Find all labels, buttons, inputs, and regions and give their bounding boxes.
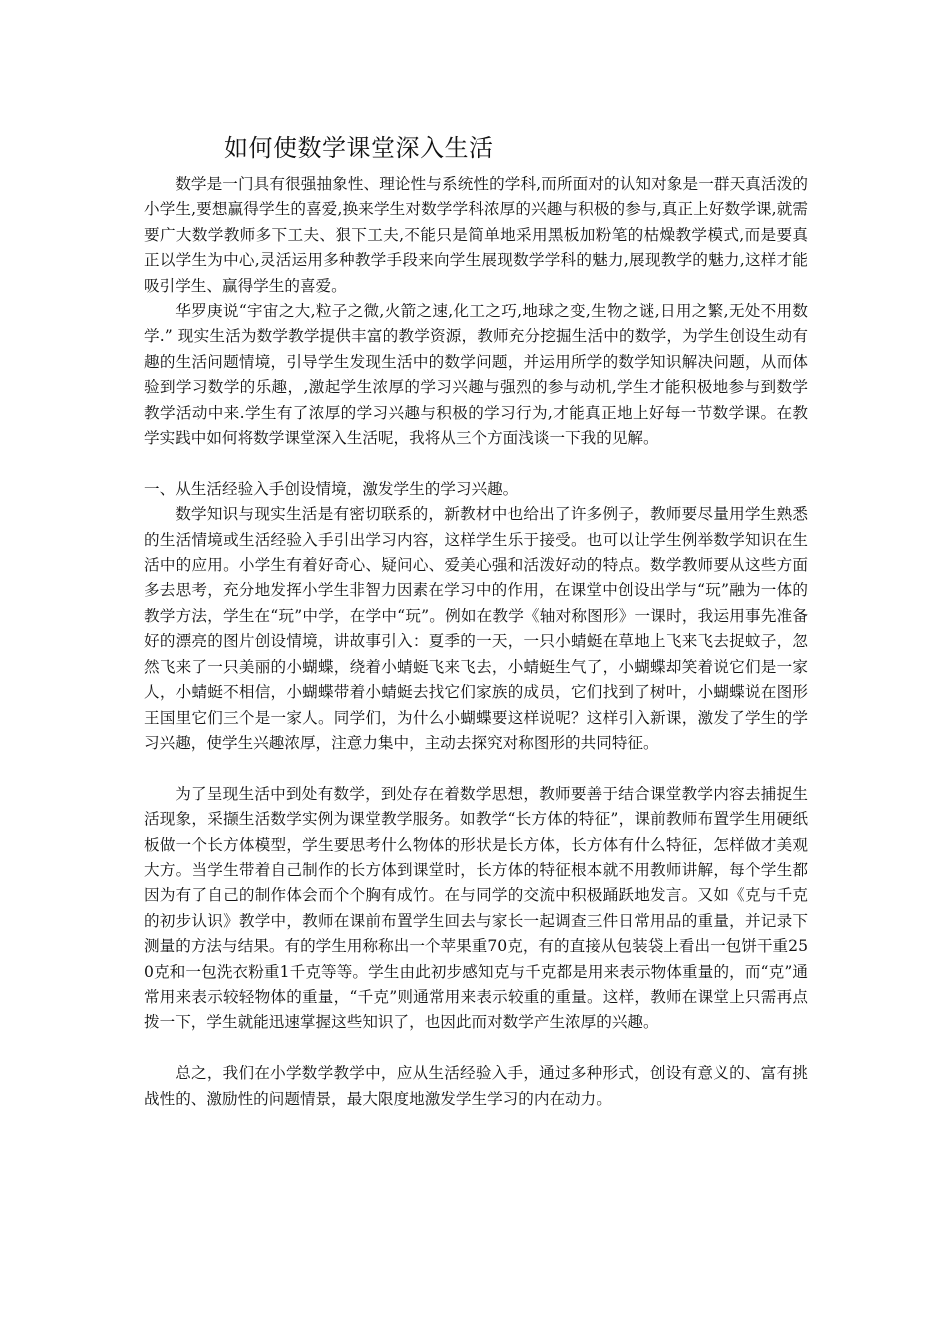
paragraph-spacer bbox=[144, 1036, 808, 1061]
section-heading: 一、从生活经验入手创设情境，激发学生的学习兴趣。 bbox=[144, 479, 519, 498]
document-title: 如何使数学课堂深入生活 bbox=[224, 134, 494, 162]
intro-paragraph-1: 数学是一门具有很强抽象性、理论性与系统性的学科,而所面对的认知对象是一群天真活泼的小学生,要想赢得学生的喜爱,换来学生对数学学科浓厚的兴趣与积极的参与,真正上好数学课,就需要广大数学教师多下工夫、狠下工夫,不能只是简单地采用黑板加粉笔的枯燥教学模式,而是要真正以学生为中心,灵活运用多种教学手段来向学生展现数学学科的魅力,展现教学的魅力,这样才能吸引学生、赢得学生的喜爱。 bbox=[144, 175, 808, 295]
section-paragraph: 数学知识与现实生活是有密切联系的，新教材中也给出了许多例子，教师要尽量用学生熟悉的生活情境或生活经验入手引出学习内容，这样学生乐于接受。也可以让学生例举数学知识在生活中的应用。小学生有着好奇心、疑问心、爱美心强和活泼好动的特点。数学教师要从这些方面多去思考，充分地发挥小学生非智力因素在学习中的作用，在课堂中创设出学与“玩”融为一体的教学方法，学生在“玩”中学，在学中“玩”。例如在教学《轴对称图形》一课时，我运用事先准备好的漂亮的图片创设情境，讲故事引入：夏季的一天，一只小蜻蜓在草地上飞来飞去捉蚊子，忽然飞来了一只美丽的小蝴蝶，绕着小蜻蜓飞来飞去，小蜻蜓生气了，小蝴蝶却笑着说它们是一家人，小蜻蜓不相信，小蝴蝶带着小蜻蜓去找它们家族的成员，它们找到了树叶，小蝴蝶说在图形王国里它们三个是一家人。同学们，为什么小蝴蝶要这样说呢？这样引入新课，激发了学生的学习兴趣，使学生兴趣浓厚，注意力集中，主动去探究对称图形的共同特征。 bbox=[144, 505, 808, 752]
paragraph-spacer bbox=[144, 451, 808, 476]
body-paragraph-3: 为了呈现生活中到处有数学，到处存在着数学思想，教师要善于结合课堂教学内容去捕捉生活现象，采撷生活数学实例为课堂教学服务。如教学“长方体的特征”，课前教师布置学生用硬纸板做一个长方体模型，学生要思考什么物体的形状是长方体，长方体有什么特征，怎样做才美观大方。当学生带着自己制作的长方体到课堂时，长方体的特征根本就不用教师讲解，每个学生都因为有了自己的制作体会而个个胸有成竹。在与同学的交流中积极踊跃地发言。又如《克与千克的初步认识》教学中，教师在课前布置学生回去与家长一起调查三件日常用品的重量，并记录下测量的方法与结果。有的学生用称称出一个苹果重70克，有的直接从包装袋上看出一包饼干重250克和一包洗衣粉重1千克等等。学生由此初步感知克与千克都是用来表示物体重量的，而“克”通常用来表示较轻物体的重量，“千克”则通常用来表示较重的重量。这样，教师在课堂上只需再点拨一下，学生就能迅速掌握这些知识了，也因此而对数学产生浓厚的兴趣。 bbox=[144, 784, 808, 1032]
intro-paragraph-2: 华罗庚说“宇宙之大,粒子之微,火箭之速,化工之巧,地球之变,生物之谜,日用之繁,无处不用数学.” 现实生活为数学教学提供丰富的教学资源，教师充分挖掘生活中的数学，为学生创设生动有趣的生活问题情境，引导学生发现生活中的数学问题，并运用所学的数学知识解决问题，从而体验到学习数学的乐趣，,激起学生浓厚的学习兴趣与强烈的参与动机,学生才能积极地参与到数学教学活动中来.学生有了浓厚的学习兴趣与积极的学习行为,才能真正地上好每一节数学课。在教学实践中如何将数学课堂深入生活呢，我将从三个方面浅谈一下我的见解。 bbox=[144, 302, 808, 448]
document-page bbox=[144, 130, 808, 1112]
paragraph-spacer bbox=[144, 756, 808, 781]
conclusion-paragraph: 总之，我们在小学数学教学中，应从生活经验入手，通过多种形式，创设有意义的、富有挑战性的、激励性的问题情景，最大限度地激发学生学习的内在动力。 bbox=[144, 1064, 808, 1108]
